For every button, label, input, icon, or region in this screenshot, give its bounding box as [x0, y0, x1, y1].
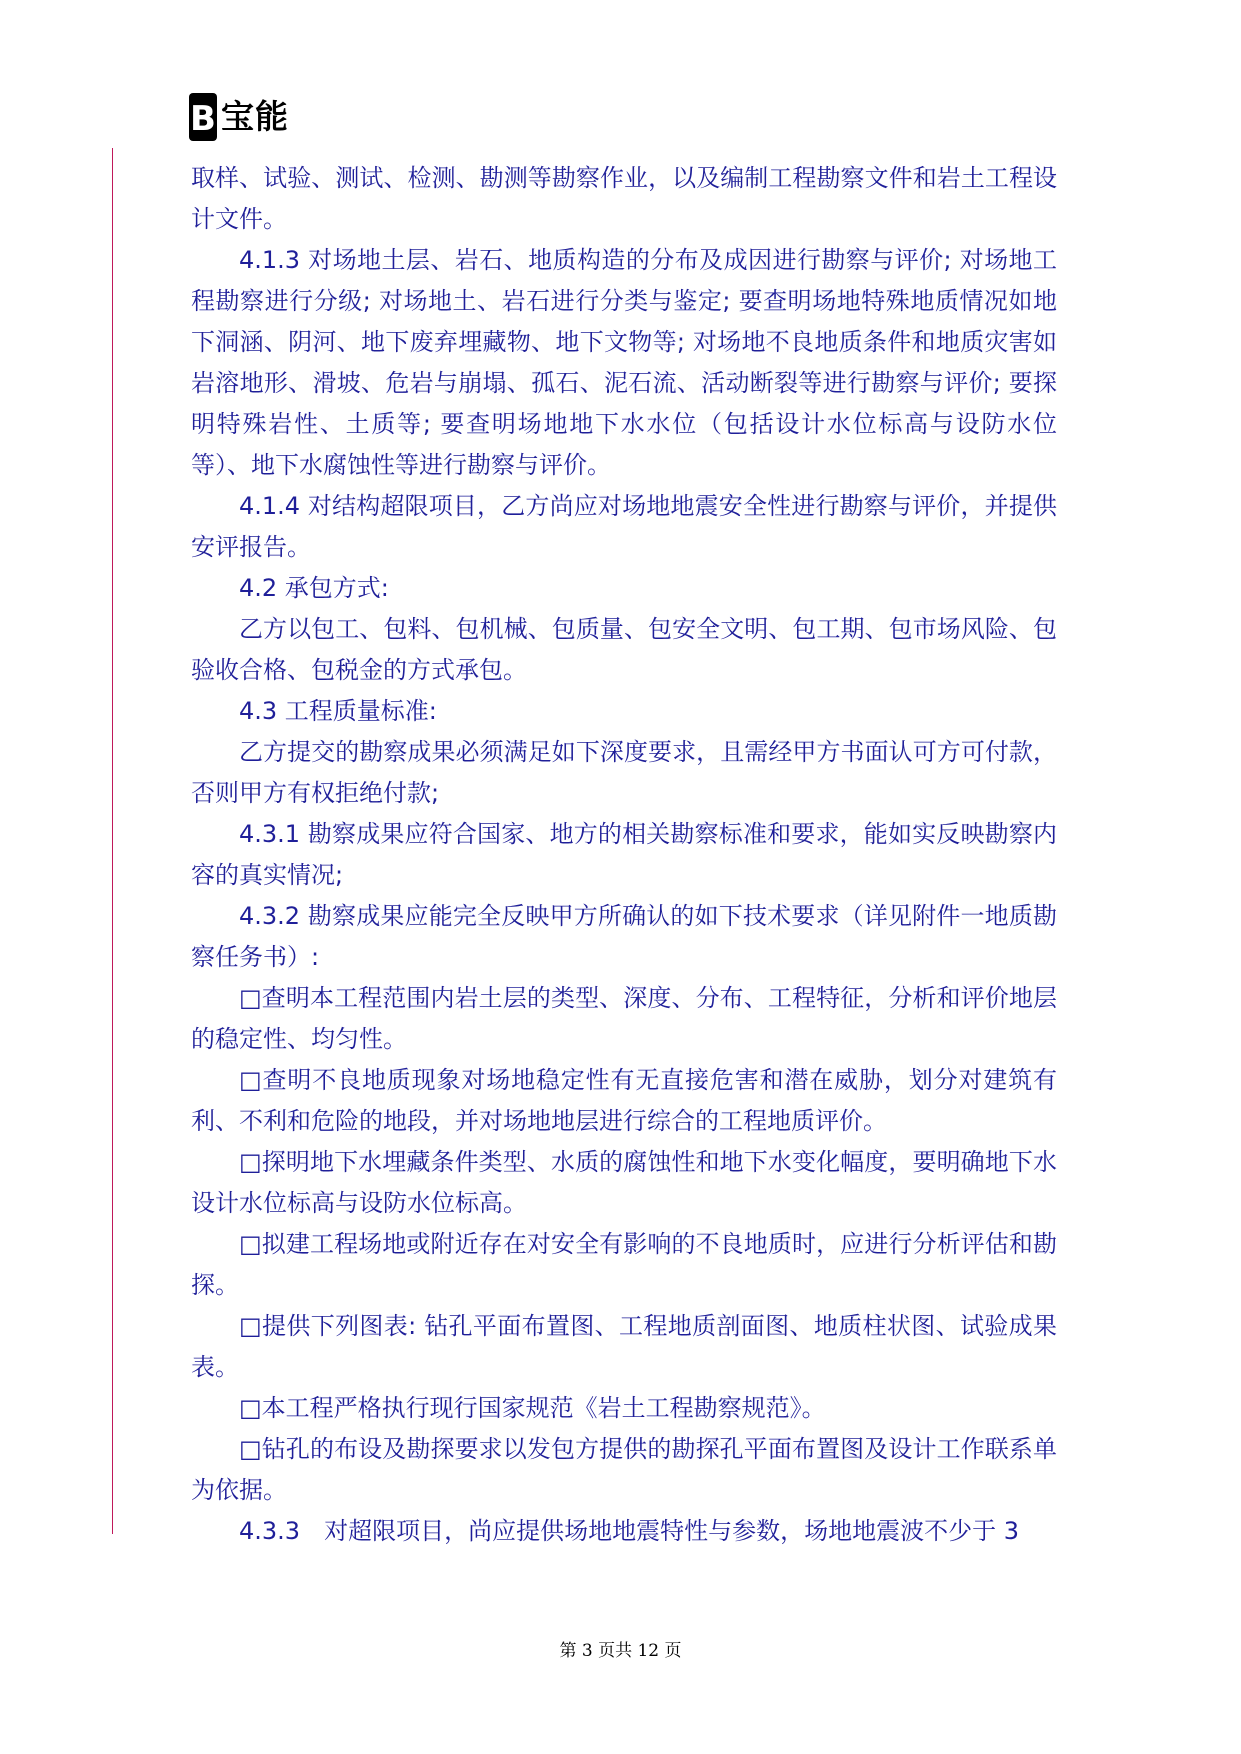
- logo-b-mark: [188, 92, 218, 142]
- quality-requirement-paragraph: 乙方提交的勘察成果必须满足如下深度要求，且需经甲方书面认可方可付款，否则甲方有权拒绝付款;: [191, 738, 1057, 807]
- clause-4-1-3: 4.1.3 对场地土层、岩石、地质构造的分布及成因进行勘察与评价; 对场地工程勘察进行分级; 对场地土、岩石进行分类与鉴定; 要查明场地特殊地质情况如地下洞涵、阴河、地下废弃埋藏物、地下文物等; 对场地不良地质条件和地质灾害如岩溶地形、滑坡、危岩与崩塌、孤石、泥石流、活动断裂等进行勘察与评价; 要探明特殊岩性、土质等; 要查明场地地下水水位（包括设计水位标高与设防水位等）、地下水腐蚀性等进行勘察与评价。: [191, 246, 1057, 479]
- document-body: [191, 158, 1057, 1552]
- logo-text: 宝能: [221, 97, 289, 136]
- paragraph-continuation: 取样、试验、测试、检测、勘测等勘察作业，以及编制工程勘察文件和岩土工程设计文件。: [191, 164, 1057, 233]
- page-number: 第 3 页共 12 页: [559, 1641, 682, 1661]
- margin-line: [112, 148, 113, 1534]
- clause-4-1-4: 4.1.4 对结构超限项目，乙方尚应对场地地震安全性进行勘察与评价，并提供安评报告。: [191, 492, 1057, 561]
- company-logo: [188, 92, 289, 142]
- checkbox-item-groundwater: □探明地下水埋藏条件类型、水质的腐蚀性和地下水变化幅度，要明确地下水设计水位标高与设防水位标高。: [191, 1148, 1057, 1217]
- contract-method-paragraph: 乙方以包工、包料、包机械、包质量、包安全文明、包工期、包市场风险、包验收合格、包税金的方式承包。: [191, 615, 1057, 684]
- checkbox-item-adverse-geology: □查明不良地质现象对场地稳定性有无直接危害和潜在威胁，划分对建筑有利、不利和危险的地段，并对场地地层进行综合的工程地质评价。: [191, 1066, 1057, 1135]
- clause-4-3-1: 4.3.1 勘察成果应符合国家、地方的相关勘察标准和要求，能如实反映勘察内容的真实情况;: [191, 820, 1057, 889]
- clause-4-3-heading: 4.3 工程质量标准:: [239, 697, 437, 725]
- clause-4-3-3: 4.3.3 对超限项目，尚应提供场地地震特性与参数，场地地震波不少于 3: [239, 1517, 1019, 1545]
- checkbox-item-strata: □查明本工程范围内岩土层的类型、深度、分布、工程特征，分析和评价地层的稳定性、均匀性。: [191, 984, 1057, 1053]
- clause-4-2-heading: 4.2 承包方式:: [239, 574, 389, 602]
- checkbox-item-code: □本工程严格执行现行国家规范《岩土工程勘察规范》。: [239, 1394, 826, 1422]
- checkbox-item-boreholes: □钻孔的布设及勘探要求以发包方提供的勘探孔平面布置图及设计工作联系单为依据。: [191, 1435, 1057, 1504]
- checkbox-item-drawings: □提供下列图表: 钻孔平面布置图、工程地质剖面图、地质柱状图、试验成果表。: [191, 1312, 1057, 1381]
- checkbox-item-site-assessment: □拟建工程场地或附近存在对安全有影响的不良地质时，应进行分析评估和勘探。: [191, 1230, 1057, 1299]
- clause-4-3-2: 4.3.2 勘察成果应能完全反映甲方所确认的如下技术要求（详见附件一地质勘察任务书）:: [191, 902, 1057, 971]
- svg-text:B: B: [190, 99, 216, 139]
